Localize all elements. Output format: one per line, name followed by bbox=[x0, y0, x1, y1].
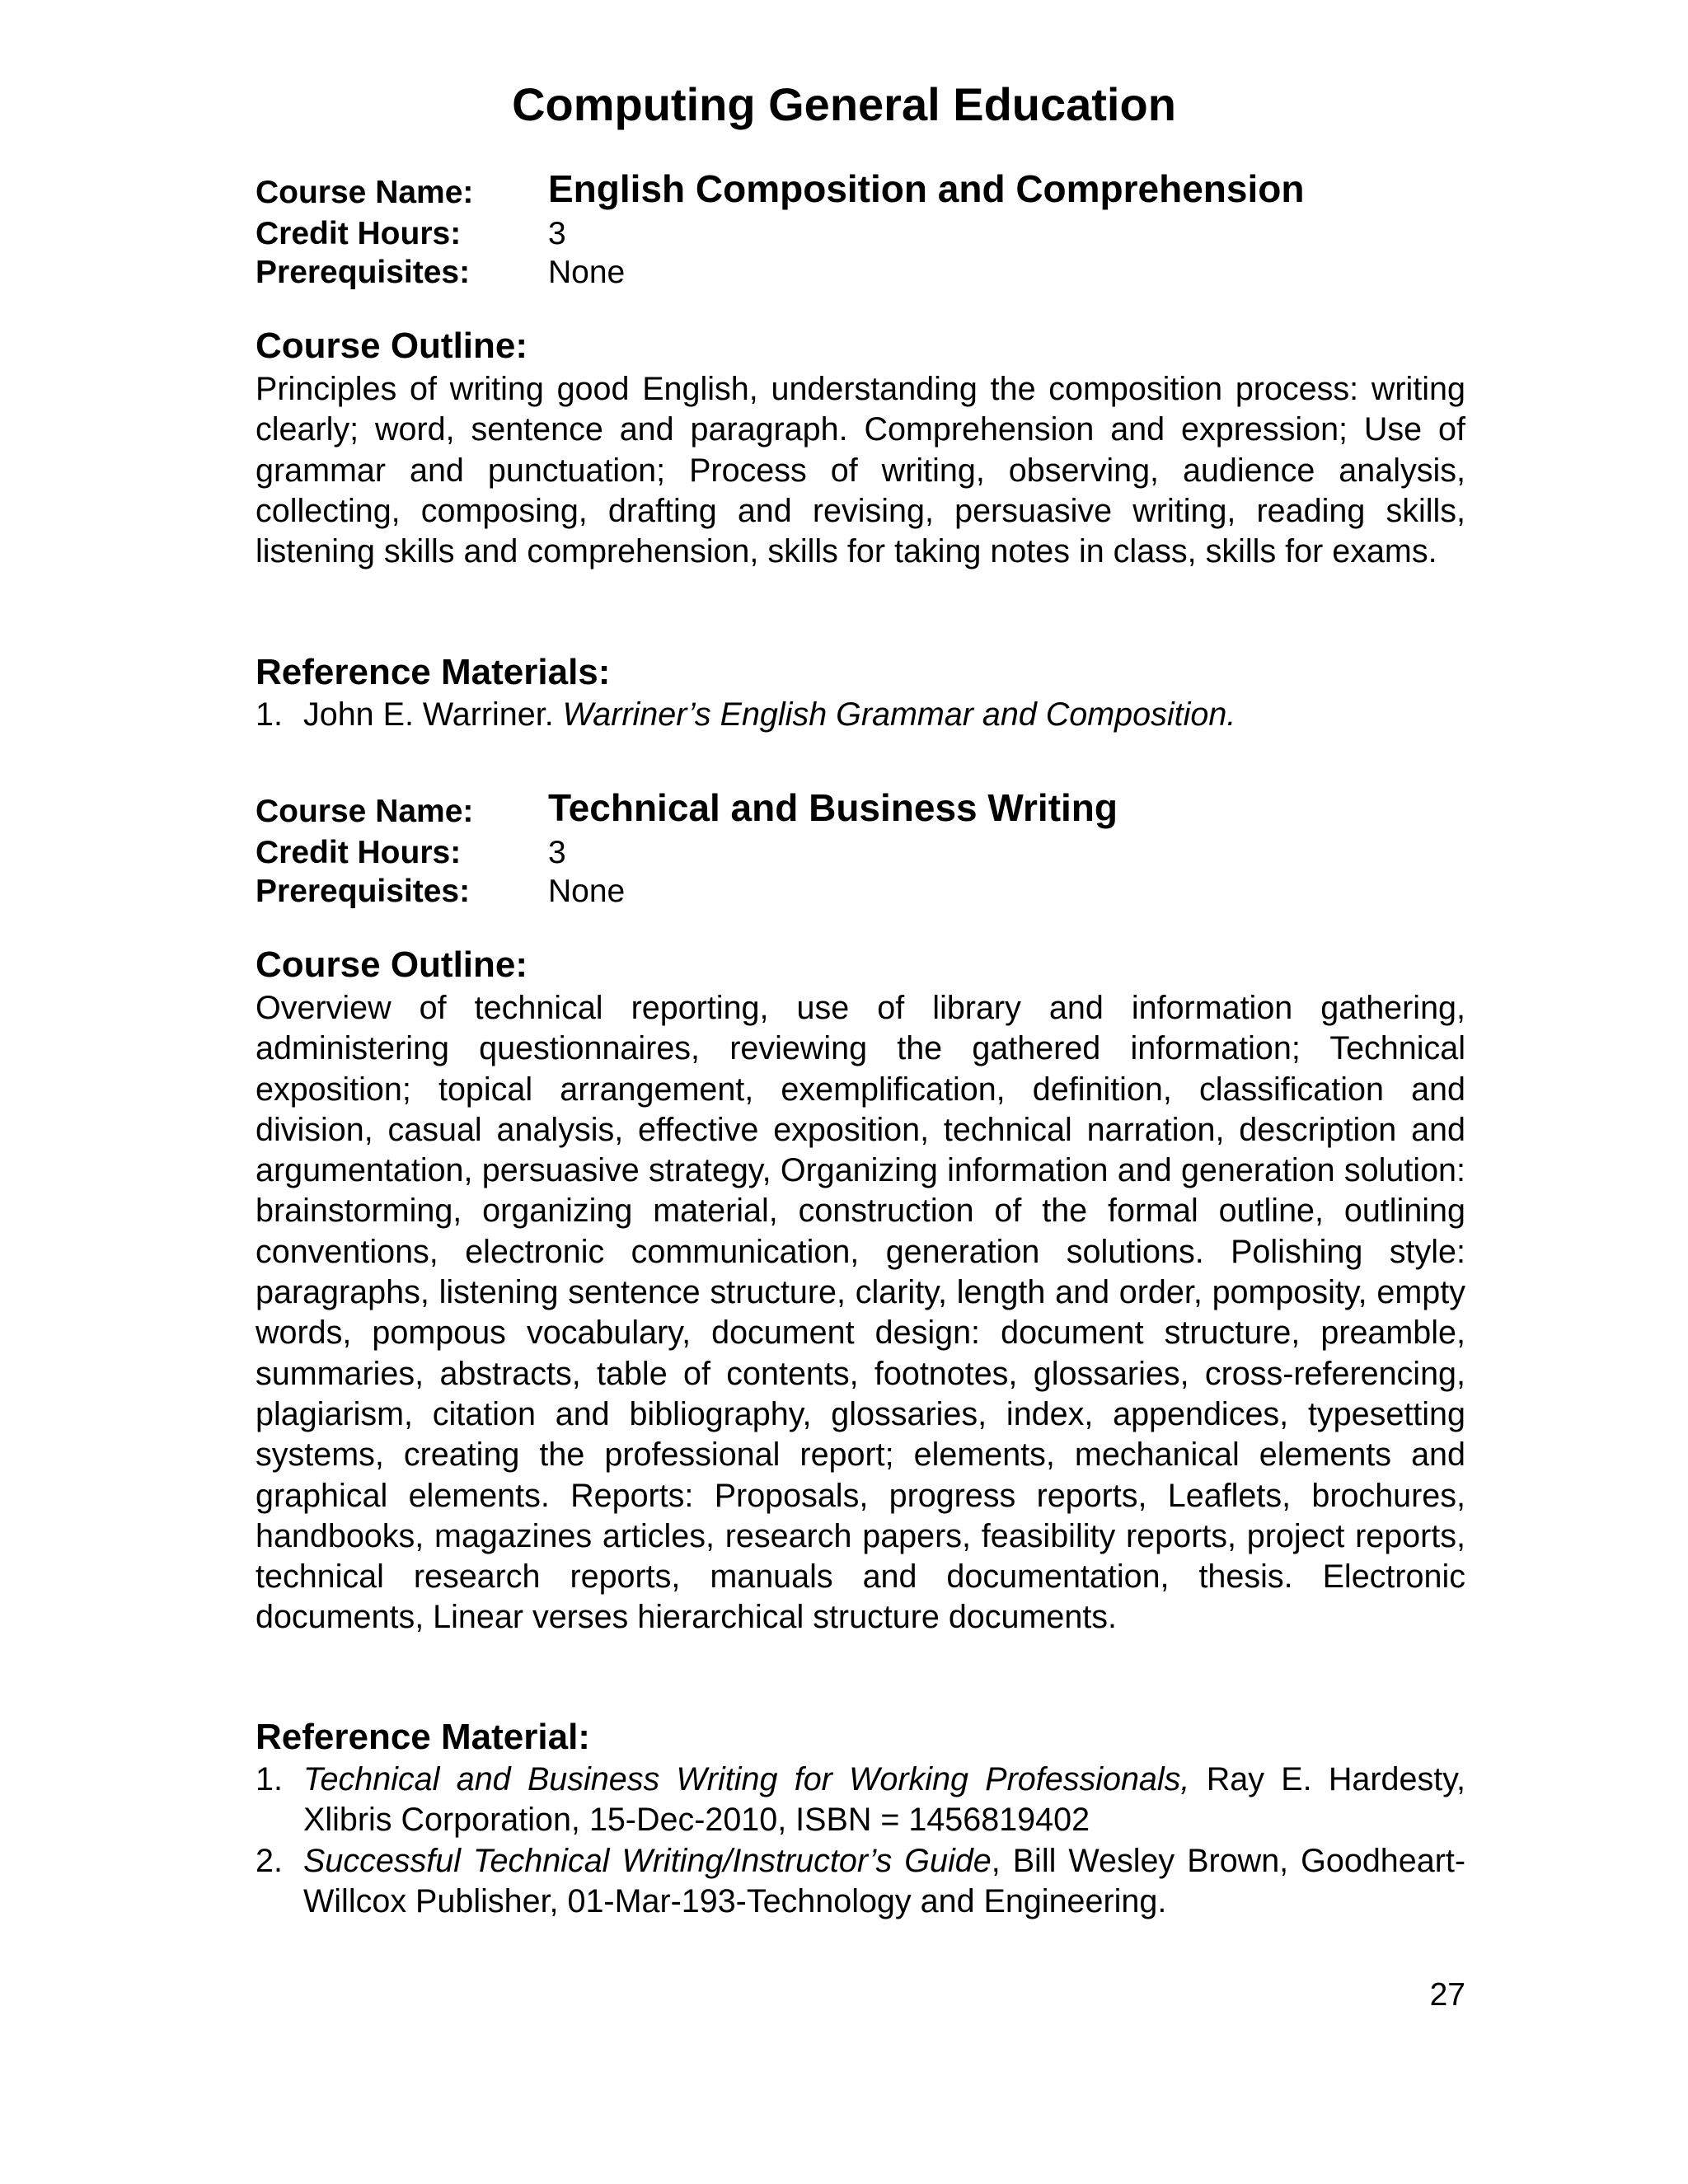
credit-hours-label: Credit Hours: bbox=[256, 835, 462, 870]
reference-details: , Bill Wesley Brown, Goodheart-Willcox Publisher, 01-Mar-193-Technology and Engineering. bbox=[303, 1842, 1465, 1919]
prerequisites-value: None bbox=[548, 255, 626, 290]
page-number: 27 bbox=[1429, 1977, 1465, 2013]
course-name-label: Course Name: bbox=[256, 175, 474, 210]
prerequisites-label: Prerequisites: bbox=[256, 874, 471, 909]
reference-number: 1. bbox=[256, 696, 283, 733]
reference-list bbox=[256, 695, 1465, 735]
reference-title: Technical and Business Writing for Working Professionals, bbox=[303, 1761, 1190, 1797]
prerequisites-value: None bbox=[548, 874, 626, 909]
reference-item bbox=[256, 1841, 1465, 1923]
course-name: Technical and Business Writing bbox=[548, 786, 1118, 829]
credit-hours-label: Credit Hours: bbox=[256, 216, 462, 251]
course-name-label: Course Name: bbox=[256, 794, 474, 829]
credit-hours-value: 3 bbox=[548, 216, 566, 251]
reference-author: John E. Warriner. bbox=[303, 696, 563, 733]
reference-materials-heading: Reference Materials: bbox=[256, 652, 611, 692]
page-title: Computing General Education bbox=[512, 78, 1176, 130]
credit-hours-row bbox=[256, 833, 1467, 872]
reference-title: Warriner’s English Grammar and Composition. bbox=[562, 696, 1236, 733]
reference-item bbox=[256, 1760, 1465, 1841]
course-outline-text: Overview of technical reporting, use of library and information gathering, administering questionnaires, reviewing the gathered information; Technical exposition; topical arrangement, exemplification, definition, classification and division, casual analysis, effective exposition, technical narration, description and argumentation, persuasive strategy, Organizing information and generation solution: brainstorming, organizing material, construction of the formal outline, outlining conventions, electronic communication, generation solutions. Polishing style: paragraphs, listening sentence structure, clarity, length and order, pomposity, empty words, pompous vocabulary, document design: document structure, preamble, summaries, abstracts, table of contents, footnotes, glossaries, cross-referencing, plagiarism, citation and bibliography, glossaries, index, appendices, typesetting systems, creating the professional report; elements, mechanical elements and graphical elements. Reports: Proposals, progress reports, Leaflets, brochures, handbooks, magazines articles, research papers, feasibility reports, project reports, technical research reports, manuals and documentation, thesis. Electronic documents, Linear verses hierarchical structure documents. bbox=[256, 990, 1465, 1636]
prerequisites-label: Prerequisites: bbox=[256, 255, 471, 290]
reference-number: 1. bbox=[256, 1761, 283, 1797]
credit-hours-value: 3 bbox=[548, 835, 566, 870]
reference-item bbox=[256, 695, 1465, 735]
course-name: English Composition and Comprehension bbox=[548, 167, 1305, 210]
course-outline-text: Principles of writing good English, understanding the composition process: writing clearly; word, sentence and paragraph. Comprehension and expression; Use of grammar and punctuation; Process of writing, observing, audience analysis, collecting, composing, drafting and revising, persuasive writing, reading skills, listening skills and comprehension, skills for taking notes in class, skills for exams. bbox=[256, 371, 1465, 570]
reference-list bbox=[256, 1760, 1465, 1922]
reference-details: Ray E. Hardesty, Xlibris Corporation, 15-Dec-2010, ISBN = 1456819402 bbox=[303, 1761, 1465, 1839]
prerequisites-row bbox=[256, 872, 1467, 911]
course-name-row bbox=[256, 786, 1467, 833]
credit-hours-row bbox=[256, 214, 1467, 253]
course-outline-heading: Course Outline: bbox=[256, 326, 528, 366]
prerequisites-row bbox=[256, 253, 1467, 292]
reference-title: Successful Technical Writing/Instructor’s Guide bbox=[303, 1842, 992, 1879]
reference-material-heading: Reference Material: bbox=[256, 1717, 590, 1757]
course-name-row bbox=[256, 167, 1467, 214]
course-outline-heading: Course Outline: bbox=[256, 944, 528, 985]
reference-number: 2. bbox=[256, 1842, 283, 1879]
course-meta-english bbox=[256, 167, 1467, 292]
course-meta-technical bbox=[256, 786, 1467, 911]
